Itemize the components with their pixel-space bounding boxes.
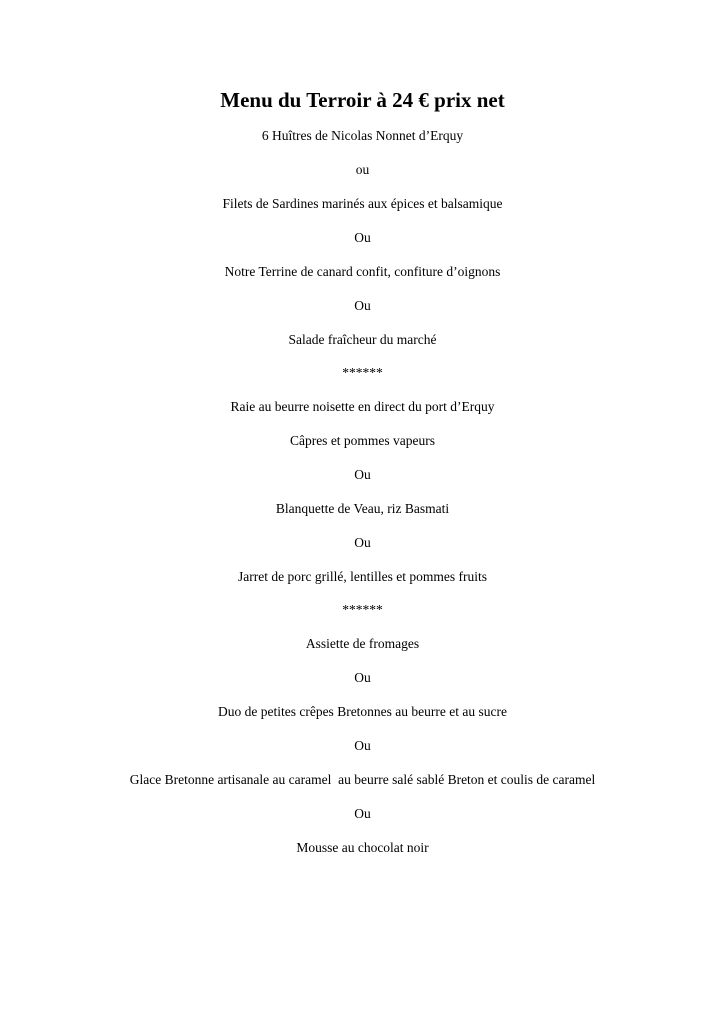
menu-separator-or: Ou	[354, 535, 371, 550]
menu-separator-or: Ou	[354, 467, 371, 482]
menu-separator-or: Ou	[354, 806, 371, 821]
menu-line-starter-4: Salade fraîcheur du marché	[288, 332, 437, 347]
menu-title: Menu du Terroir à 24 € prix net	[220, 88, 505, 112]
menu-line-dessert-1: Assiette de fromages	[305, 636, 420, 651]
course-divider: ******	[342, 365, 383, 380]
menu-line-main-2: Blanquette de Veau, riz Basmati	[275, 501, 450, 516]
menu-line-dessert-4: Mousse au chocolat noir	[296, 840, 429, 855]
menu-line-starter-3: Notre Terrine de canard confit, confiture d’oignons	[224, 264, 501, 279]
menu-line-dessert-2: Duo de petites crêpes Bretonnes au beurre et au sucre	[217, 704, 507, 719]
menu-line-starter-1: 6 Huîtres de Nicolas Nonnet d’Erquy	[261, 128, 464, 143]
menu-separator-or: Ou	[354, 298, 371, 313]
menu-line-dessert-3: Glace Bretonne artisanale au caramel au beurre salé sablé Breton et coulis de caramel	[129, 772, 596, 787]
menu-line-main-1-side: Câpres et pommes vapeurs	[289, 433, 436, 448]
menu-line-main-3: Jarret de porc grillé, lentilles et pommes fruits	[238, 569, 487, 584]
menu-line-main-1: Raie au beurre noisette en direct du port d’Erquy	[230, 399, 495, 414]
menu-separator-or: ou	[355, 162, 370, 177]
course-divider: ******	[342, 602, 383, 617]
menu-separator-or: Ou	[354, 670, 371, 685]
menu-line-starter-2: Filets de Sardines marinés aux épices et balsamique	[222, 196, 503, 211]
menu-separator-or: Ou	[354, 230, 371, 245]
menu-separator-or: Ou	[354, 738, 371, 753]
